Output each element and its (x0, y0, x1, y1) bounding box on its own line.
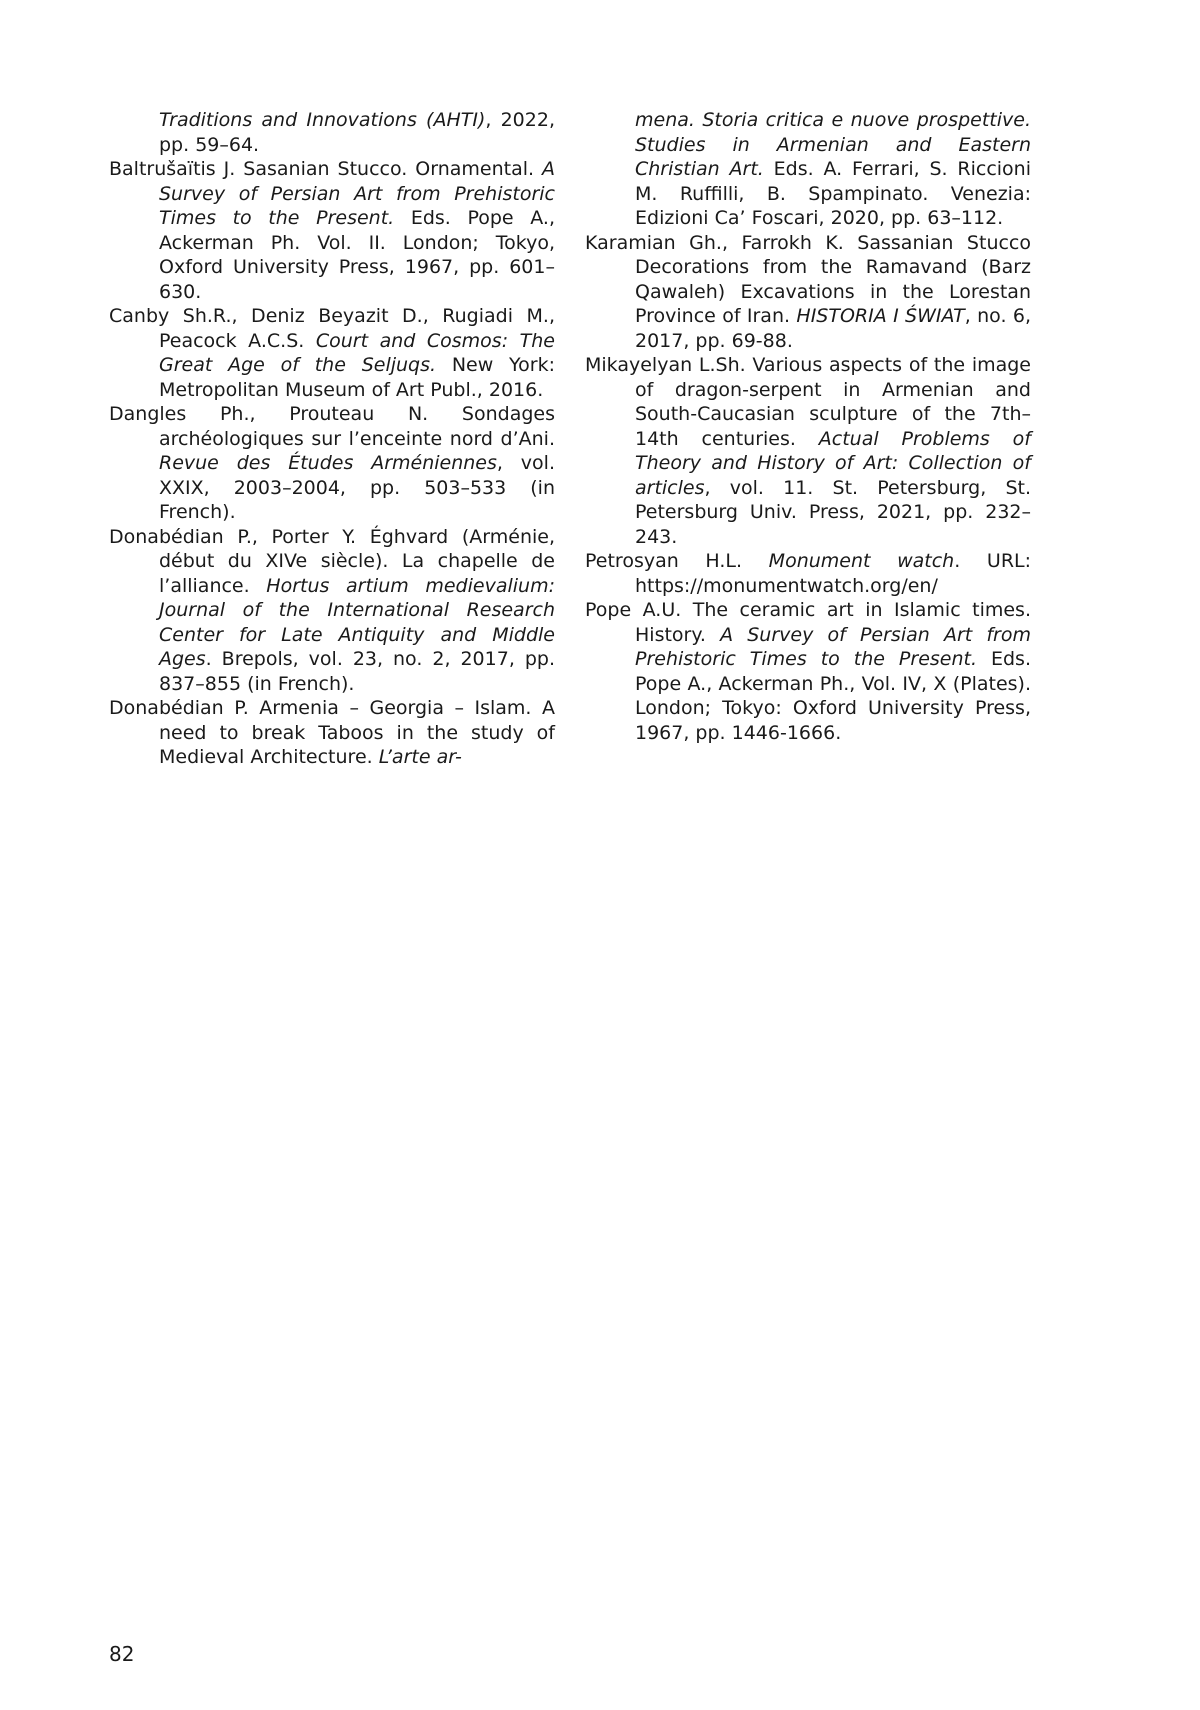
reference-author: Baltrušaïtis J. Sasanian Stucco. Ornamental. (109, 158, 542, 180)
reference-details: Eds. Pope A., Ackerman Ph., Vol. IV, X (Plates). London; Tokyo: Oxford University Press, 1967, pp. 1446-1666. (635, 648, 1031, 744)
reference-author: Dangles Ph., Prouteau N. Sondages archéologiques sur l’enceinte nord d’Ani. (109, 403, 555, 450)
reference-title: Monument watch (768, 550, 955, 572)
reference-details: . URL: https://monumentwatch.org/en/ (635, 550, 1032, 597)
reference-author: Canby Sh.R., Deniz Beyazit D., Rugiadi M., Peacock A.C.S. (109, 305, 555, 352)
reference-entry-donabedian-porter (109, 525, 555, 697)
reference-column-right (585, 108, 1031, 745)
reference-entry-continued (585, 108, 1031, 231)
reference-author: Petrosyan H.L. (585, 550, 769, 572)
reference-entry-petrosyan (585, 549, 1031, 598)
reference-title: Actual Problems of Theory and History of Art: Collection of articles (635, 427, 1031, 499)
reference-details: Eds. A. Ferrari, S. Riccioni M. Ruffilli, B. Spampinato. Venezia: Edizioni Ca’ Foscari, 2020, pp. 63–112. (635, 158, 1031, 229)
reference-entry-continued (109, 108, 555, 157)
reference-author: Karamian Gh., Farrokh K. Sassanian Stucco Decorations from the Ramavand (Barz Qawaleh) Excavations in the Lorestan Province of Iran. (585, 231, 1031, 327)
reference-entry-dangles (109, 402, 555, 525)
page-number: 82 (109, 1642, 135, 1666)
reference-details: Eds. Pope A., Ackerman Ph. Vol. II. London; Tokyo, Oxford University Press, 1967, pp. 601–630. (159, 207, 555, 303)
reference-details: , no. 6, 2017, pp. 69-88. (635, 305, 1032, 352)
reference-details: , vol. XXIX, 2003–2004, pp. 503–533 (in French). (159, 452, 555, 523)
reference-title: A Survey of Persian Art from Prehistoric Times to the Present. (159, 158, 555, 229)
reference-author: Donabédian P. Armenia – Georgia – Islam. A need to break Taboos in the study of Medieval Architecture. (109, 697, 555, 768)
reference-entry-donabedian-armenia (109, 696, 555, 770)
reference-title: mena. Storia critica e nuove prospettive. Studies in Armenian and Eastern Christian Art. (635, 109, 1031, 180)
reference-title: Hortus artium medievalium: Journal of the International Research Center for Late Antiquity and Middle Ages (159, 574, 555, 670)
reference-entry-canby (109, 304, 555, 402)
reference-author: Pope A.U. The ceramic art in Islamic times. History. (585, 599, 1031, 646)
reference-title: Court and Cosmos: The Great Age of the Seljuqs. (159, 329, 555, 376)
reference-title: A Survey of Persian Art from Prehistoric Times to the Present. (635, 623, 1031, 670)
reference-details: New York: Metropolitan Museum of Art Publ., 2016. (159, 354, 555, 401)
reference-author: Mikayelyan L.Sh. Various aspects of the image of dragon-serpent in Armenian and South-Caucasian sculpture of the 7th–14th centuries. (585, 354, 1031, 450)
reference-title: L’arte ar- (378, 746, 462, 768)
reference-details: , vol. 11. St. Petersburg, St. Petersburg Univ. Press, 2021, pp. 232–243. (635, 476, 1031, 548)
reference-title: Revue des Études Arméniennes (159, 452, 497, 474)
reference-details: , 2022, pp. 59–64. (159, 109, 555, 156)
reference-entry-baltrusaitis (109, 157, 555, 304)
reference-entry-pope (585, 598, 1031, 745)
reference-entry-mikayelyan (585, 353, 1031, 549)
reference-details: . Brepols, vol. 23, no. 2, 2017, pp. 837–855 (in French). (159, 648, 555, 695)
reference-column-left (109, 108, 555, 770)
reference-title: HISTORIA I ŚWIAT (796, 305, 965, 327)
reference-entry-karamian (585, 231, 1031, 354)
reference-title: Traditions and Innovations (AHTI) (159, 109, 486, 131)
reference-author: Donabédian P., Porter Y. Éghvard (Arménie, début du XIVe siècle). La chapelle de l’alliance. (109, 525, 555, 597)
